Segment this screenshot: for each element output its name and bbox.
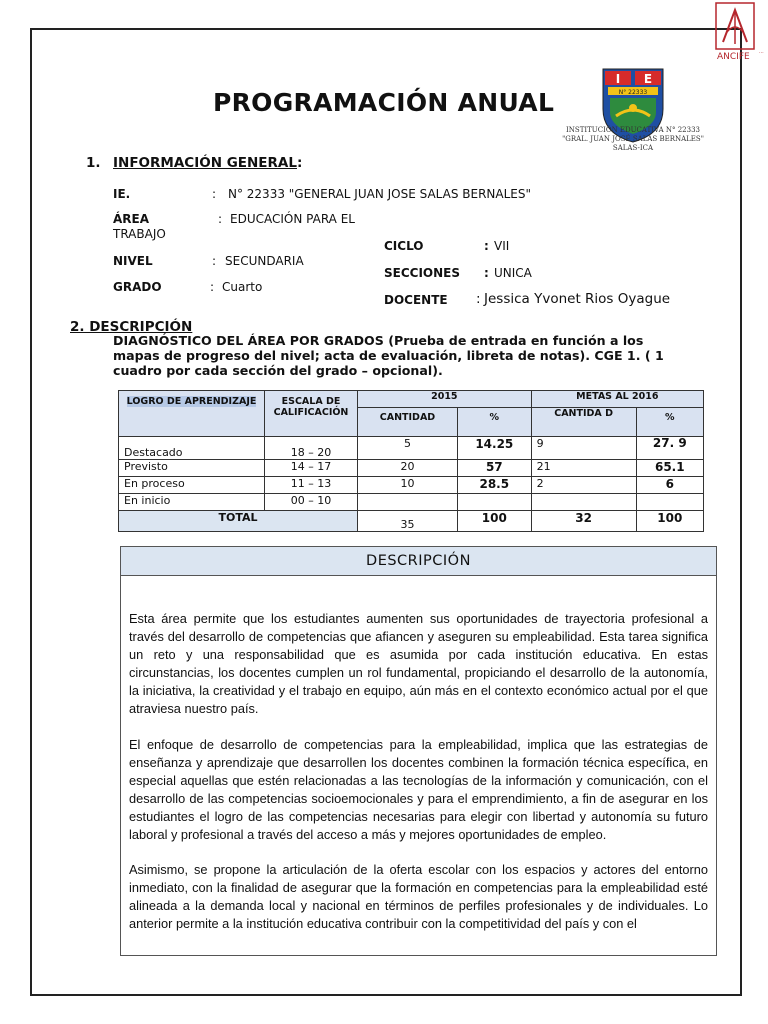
section1-colon: : [296,155,303,171]
row-pct-2016: 65.1 [636,460,703,477]
area-value: EDUCACIÓN PARA EL [230,212,355,226]
section2-title: 2. DESCRIPCIÓN [70,319,193,335]
row-logro: Destacado [119,437,265,460]
institution-line-3: SALAS-ICA [612,144,654,152]
row-cantidad-2016: 2 [531,477,636,494]
grado-label: GRADO [113,280,162,294]
docente-value: Jessica Yvonet Rios Oyague [484,291,671,307]
row-pct-2016: 6 [636,477,703,494]
nivel-value: SECUNDARIA [225,254,304,268]
total-cantidad-2016: 32 [531,511,636,532]
ie-sep: : [212,187,217,201]
table-row [119,437,704,460]
section1-title: INFORMACIÓN GENERAL [113,155,297,171]
description-paragraph: El enfoque de desarrollo de competencias para la empleabilidad, implica que las estrategias de enseñanza y aprendizaje que desarrollen los docentes combinen la formación técnica específica, en especial aquellas que estén relacionadas a las tecnologías de la información y comunicación, con el desarrollo de las competencias socioemocionales y para el emprendimiento, a fin de asegurar en los estudiantes el logro de las competencias necesarias para elegir con libertad y autonomía su futuro laboral y profesional a través del acceso a más y mejores oportunidades de empleo. [129,736,708,843]
grado-sep: : [210,280,215,294]
section1-title-wrap [113,155,302,171]
description-paragraph: Asimismo, se propone la articulación de la oferta escolar con los espacios y actores del entorno inmediato, con la finalidad de asegurar que la formación en competencias para la empleabilidad esté alineada a la demanda local y nacional en términos de perfiles profesionales y de individuales. Lo anterior permite a la institución educativa contribuir con la competitividad del país y con el [129,862,708,932]
secciones-sep: : [484,266,489,280]
area-sep: : [218,212,223,226]
row-pct-2015: 28.5 [457,477,531,494]
row-pct-2015: 57 [457,460,531,477]
header-pct-2016: % [636,408,703,437]
row-pct-2016: 27. 9 [636,437,703,460]
area-value-cont: TRABAJO [113,227,166,241]
page-title: PROGRAMACIÓN ANUAL [213,88,555,117]
shield-number: N° 22333 [618,89,648,96]
header-logro: LOGRO DE APRENDIZAJE [119,391,265,437]
description-paragraph: Esta área permite que los estudiantes aumenten sus oportunidades de trayectoria profesional a través del desarrollo de competencias que afiancen y aseguren su empleabilidad. Esta tarea significa un reto y una responsabilidad que es asumida por cada institución educativa. En estas circunstancias, los docentes cumplen un rol fundamental, propiciando el desarrollo de la autonomía, la iniciativa, la creatividad y el trabajo en equipo, aún más en el contexto económico actual por el que atraviesa nuestro país. [129,611,708,717]
description-box [120,546,717,956]
row-logro: Previsto [119,460,265,477]
grades-table [118,390,704,532]
row-cantidad-2015 [358,494,458,511]
institution-block [548,126,718,153]
header-cantidad-2015: CANTIDAD [358,408,458,437]
row-escala: 11 – 13 [265,477,358,494]
total-label: TOTAL [119,511,358,532]
total-row [119,511,704,532]
table-row [119,460,704,477]
ancife-logo [715,2,767,64]
description-heading: DESCRIPCIÓN [121,547,716,576]
shield-letter-e: E [643,72,653,86]
nivel-label: NIVEL [113,254,153,268]
institution-line-1: INSTITUCIÓN EDUCATIVA N° 22333 [566,126,700,134]
header-2015: 2015 [358,391,532,408]
grado-value: Cuarto [222,280,263,294]
secciones-value: UNICA [494,266,532,280]
ciclo-value: VII [494,239,510,253]
row-pct-2016 [636,494,703,511]
ie-label: IE. [113,187,131,201]
shield-letter-i: I [615,72,621,86]
svg-text:···: ··· [759,50,764,56]
section1-number: 1. [86,155,101,171]
header-metas-2016: METAS AL 2016 [531,391,703,408]
header-cantidad-2016: CANTIDA D [531,408,636,437]
row-logro: En inicio [119,494,265,511]
diagnostic-text: DIAGNÓSTICO DEL ÁREA POR GRADOS (Prueba de entrada en función a los mapas de progreso del nivel; acta de evaluación, libreta de notas). CGE 1. ( 1 cuadro por cada sección del grado – opcional). [113,333,664,378]
header-pct-2015: % [457,408,531,437]
row-cantidad-2015: 5 [358,437,458,460]
institution-line-2: "GRAL. JUAN JOSÉ SALAS BERNALES" [562,135,704,143]
total-pct-2015: 100 [457,511,531,532]
secciones-label: SECCIONES [384,266,461,280]
row-cantidad-2016: 21 [531,460,636,477]
nivel-sep: : [212,254,217,268]
ie-value: N° 22333 "GENERAL JUAN JOSE SALAS BERNALES" [228,187,532,201]
row-pct-2015 [457,494,531,511]
row-escala: 18 – 20 [265,437,358,460]
total-pct-2016: 100 [636,511,703,532]
total-cantidad-2015: 35 [358,511,458,532]
ciclo-sep: : [484,239,489,253]
table-row [119,477,704,494]
row-escala: 00 – 10 [265,494,358,511]
row-escala: 14 – 17 [265,460,358,477]
ancife-text: ANCIFE [717,52,750,62]
ciclo-label: CICLO [384,239,424,253]
description-body [121,576,716,934]
row-cantidad-2016 [531,494,636,511]
row-pct-2015: 14.25 [457,437,531,460]
area-label: ÁREA [113,212,150,226]
row-cantidad-2016: 9 [531,437,636,460]
row-logro: En proceso [119,477,265,494]
table-row [119,494,704,511]
docente-sep: : [476,291,481,307]
row-cantidad-2015: 10 [358,477,458,494]
row-cantidad-2015: 20 [358,460,458,477]
docente-label: DOCENTE [384,293,448,307]
header-escala: ESCALA DE CALIFICACIÓN [265,391,358,437]
